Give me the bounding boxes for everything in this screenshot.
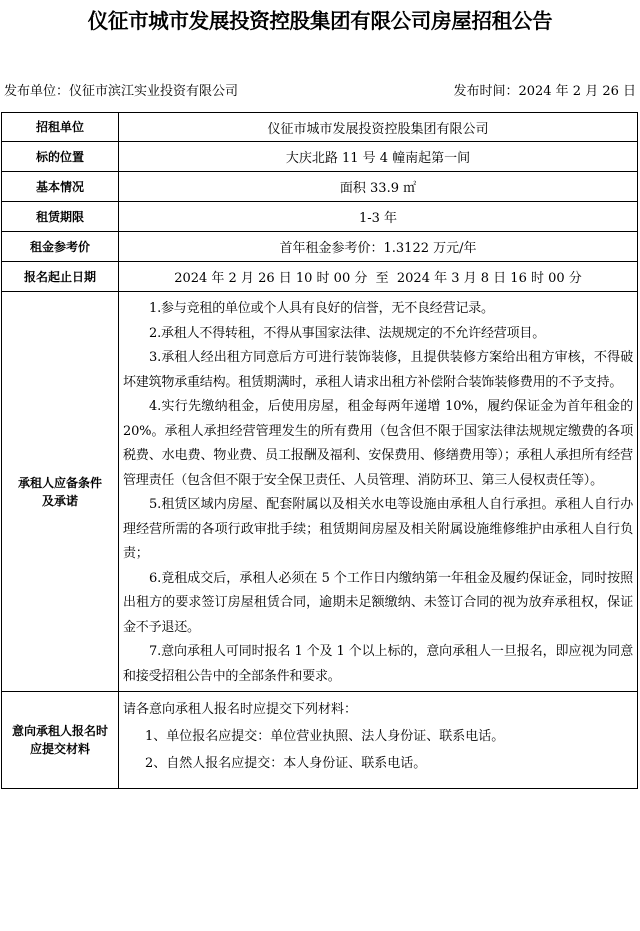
row-label-lessor: 招租单位 (2, 113, 119, 142)
table-row (2, 172, 638, 202)
row-value-basic-info: 面积 33.9 ㎡ (119, 172, 638, 202)
doc-item: 1、单位报名应提交：单位营业执照、法人身份证、联系电话。 (145, 729, 505, 744)
table-row (2, 232, 638, 262)
row-label-basic-info: 基本情况 (2, 172, 119, 202)
docs-label (2, 692, 119, 789)
docs-label-line2: 应提交材料 (29, 742, 90, 756)
term-item: 2.承租人不得转租，不得从事国家法律、法规规定的不允许经营项目。 (149, 325, 546, 341)
docs-content (119, 692, 638, 789)
rental-info-table (1, 112, 638, 789)
row-label-registration-period: 报名起止日期 (2, 262, 119, 292)
docs-label-line1: 意向承租人报名时 (11, 724, 108, 738)
table-row (2, 262, 638, 292)
table-row (2, 113, 638, 142)
table-row (2, 202, 638, 232)
row-value-lessor: 仪征市城市发展投资控股集团有限公司 (119, 113, 638, 142)
terms-label (2, 292, 119, 692)
row-label-reference-rent: 租金参考价 (2, 232, 119, 262)
row-label-lease-term: 租赁期限 (2, 202, 119, 232)
terms-content (119, 292, 638, 692)
term-item: 5.租赁区域内房屋、配套附属以及相关水电等设施由承租人自行承担。承租人自行办理经营所需的各项行政审批手续；租赁期间房屋及相关附属设施维修维护由承租人自行负责； (123, 497, 633, 561)
terms-label-line1: 承租人应备条件 (17, 475, 102, 490)
row-label-location: 标的位置 (2, 142, 119, 172)
terms-label-line2: 及承诺 (41, 493, 78, 508)
docs-intro: 请各意向承租人报名时应提交下列材料： (123, 702, 358, 717)
table-row (2, 292, 638, 692)
table-row (2, 142, 638, 172)
term-item: 1.参与竞租的单位或个人具有良好的信誉，无不良经营记录。 (149, 301, 494, 316)
row-value-reference-rent: 首年租金参考价：1.3122 万元/年 (119, 232, 638, 262)
doc-item: 2、自然人报名应提交：本人身份证、联系电话。 (145, 756, 427, 771)
term-item: 4.实行先缴纳租金，后使用房屋，租金每两年递增 10%，履约保证金为首年租金的 20%。承租人承担经营管理发生的所有费用（包含但不限于国家法律法规规定缴费的各项税费、水电费、物业费、员工报酬及福利、安保费用、修缮费用等）；承租人承担所有经营管理责任（包含但不限于安全保卫责任、人员管理、消防环卫、第三人侵权责任等）。 (123, 399, 633, 488)
row-value-registration-period: 2024 年 2 月 26 日 10 时 00 分 至 2024 年 3 月 8 日 16 时 00 分 (119, 262, 638, 292)
term-item: 6.竟租成交后，承租人必须在 5 个工作日内缴纳第一年租金及履约保证金，同时按照出租方的要求签订房屋租赁合同，逾期未足额缴纳、未签订合同的视为放弃承租权，保证金不予退还。 (123, 570, 633, 635)
publisher: 发布单位：仪征市滨江实业投资有限公司 (4, 84, 239, 99)
table-row (2, 692, 638, 789)
row-value-location: 大庆北路 11 号 4 幢南起第一间 (119, 142, 638, 172)
publish-date: 发布时间：2024 年 2 月 26 日 (453, 84, 636, 99)
term-item: 3.承租人经出租方同意后方可进行装饰装修，且提供装修方案给出租方审核，不得破坏建筑物承重结构。租赁期满时，承租人请求出租方补偿附合装饰装修费用的不予支持。 (123, 350, 633, 390)
term-item: 7.意向承租人可同时报名 1 个及 1 个以上标的，意向承租人一旦报名，即应视为同意和接受招租公告中的全部条件和要求。 (123, 644, 633, 684)
page-title: 仪征市城市发展投资控股集团有限公司房屋招租公告 (87, 9, 553, 33)
row-value-lease-term: 1-3 年 (119, 202, 638, 232)
